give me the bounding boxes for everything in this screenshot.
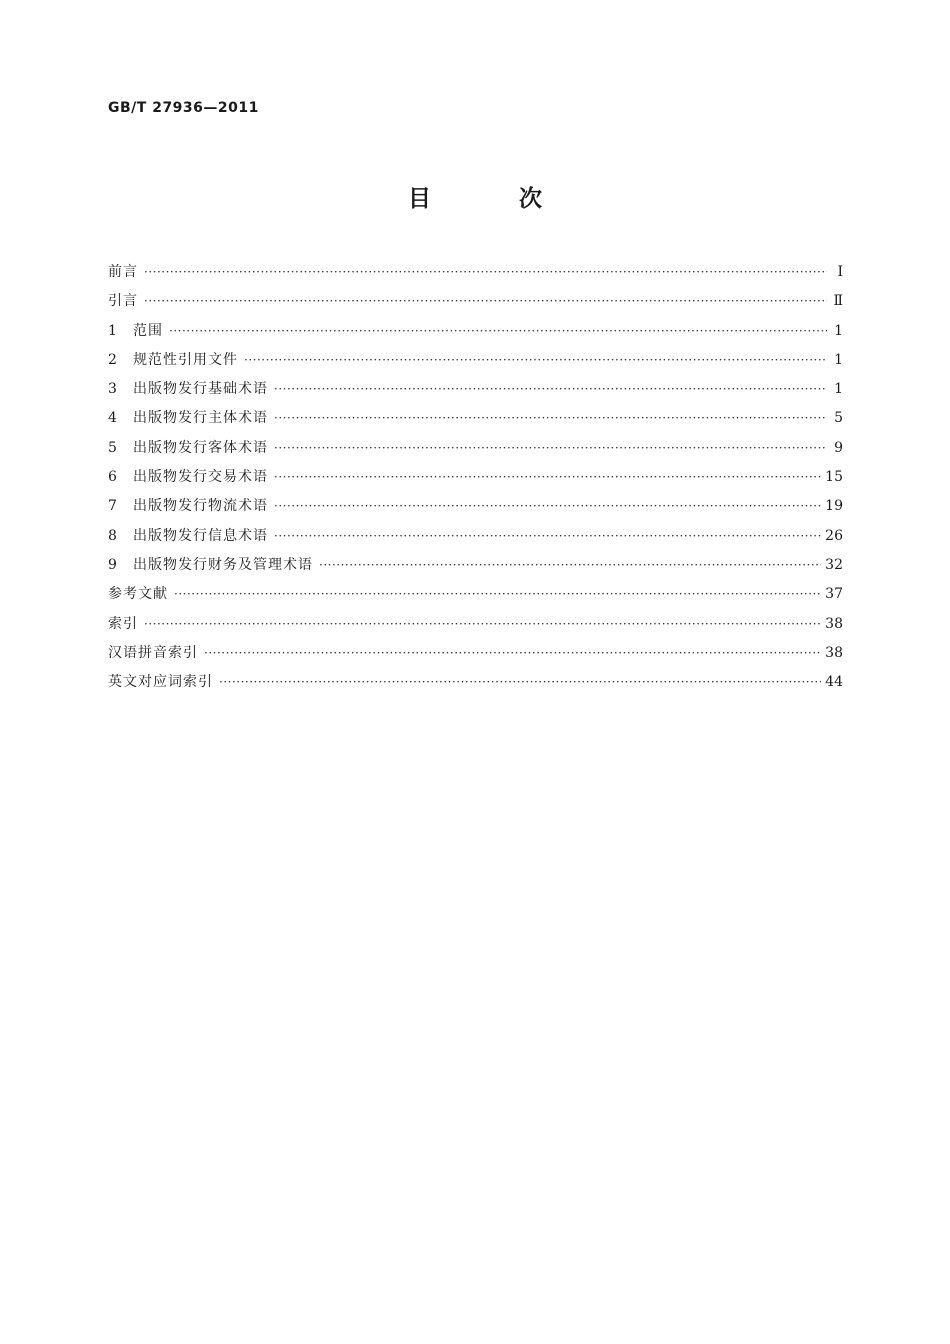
toc-entry-information-terms[interactable] [108,522,843,551]
toc-entry-label: 出版物发行物流术语 [133,498,268,515]
toc-entry-label: 出版物发行财务及管理术语 [133,556,313,573]
toc-leader-dots [219,668,821,697]
toc-entry-page: 37 [825,586,843,603]
toc-title: 目 次 [407,186,582,212]
toc-entry-number: 1 [108,322,117,339]
toc-entry-label: 引言 [108,293,138,310]
toc-leader-dots [244,346,827,375]
toc-entry-page: 15 [825,469,843,486]
toc-entry-page: 38 [825,644,843,661]
toc-entry-english-index[interactable] [108,668,843,697]
toc-leader-dots [144,258,827,287]
toc-leader-dots [274,434,827,463]
toc-entry-label: 出版物发行客体术语 [133,439,268,456]
toc-entry-page: 44 [825,674,843,691]
toc-entry-index[interactable] [108,610,843,639]
toc-entry-number: 7 [108,498,117,515]
toc-entry-object-terms[interactable] [108,434,843,463]
toc-entry-number: 4 [108,410,117,427]
toc-entry-page: Ⅱ [833,293,843,310]
toc-entry-logistics-terms[interactable] [108,492,843,521]
toc-entry-label: 参考文献 [108,586,168,603]
toc-leader-dots [274,492,821,521]
toc-entry-label: 规范性引用文件 [133,351,238,368]
toc-entry-label: 出版物发行主体术语 [133,410,268,427]
toc-entry-number: 6 [108,469,117,486]
toc-leader-dots [319,551,821,580]
toc-entry-label: 范围 [133,322,163,339]
toc-entry-page: 38 [825,615,843,632]
toc-entry-foreword[interactable] [108,258,843,287]
toc-leader-dots [274,404,827,433]
toc-entry-page: 5 [834,410,843,427]
toc-leader-dots [274,463,821,492]
toc-entry-subject-terms[interactable] [108,404,843,433]
toc-leader-dots [174,580,821,609]
toc-leader-dots [169,317,827,346]
toc-entry-normative-references[interactable] [108,346,843,375]
toc-entry-page: 1 [834,381,843,398]
document-code: GB/T 27936—2011 [108,100,259,116]
toc-entry-trade-terms[interactable] [108,463,843,492]
toc-entry-page: 32 [825,556,843,573]
toc-entry-finance-management-terms[interactable] [108,551,843,580]
toc-entry-page: 1 [834,351,843,368]
toc-entry-label: 英文对应词索引 [108,674,213,691]
toc-entry-page: 19 [825,498,843,515]
toc-entry-bibliography[interactable] [108,580,843,609]
toc-entry-pinyin-index[interactable] [108,639,843,668]
toc-entry-number: 9 [108,556,117,573]
toc-leader-dots [144,610,821,639]
toc-entry-page: 9 [834,439,843,456]
toc-leader-dots [274,375,827,404]
toc-entry-number: 5 [108,439,117,456]
toc-entry-label: 汉语拼音索引 [108,644,198,661]
table-of-contents [108,258,843,697]
toc-entry-label: 前言 [108,264,138,280]
toc-leader-dots [204,639,821,668]
toc-entry-page: Ⅰ [837,264,843,280]
toc-entry-scope[interactable] [108,317,843,346]
toc-leader-dots [274,522,821,551]
toc-entry-label: 索引 [108,615,138,632]
toc-leader-dots [144,287,827,316]
toc-entry-number: 8 [108,527,117,544]
toc-entry-page: 26 [825,527,843,544]
toc-entry-basic-terms[interactable] [108,375,843,404]
toc-entry-number: 3 [108,381,117,398]
toc-entry-label: 出版物发行基础术语 [133,381,268,398]
toc-entry-introduction[interactable] [108,287,843,316]
toc-entry-page: 1 [834,322,843,339]
toc-entry-label: 出版物发行交易术语 [133,469,268,486]
toc-entry-number: 2 [108,351,117,368]
toc-entry-label: 出版物发行信息术语 [133,527,268,544]
